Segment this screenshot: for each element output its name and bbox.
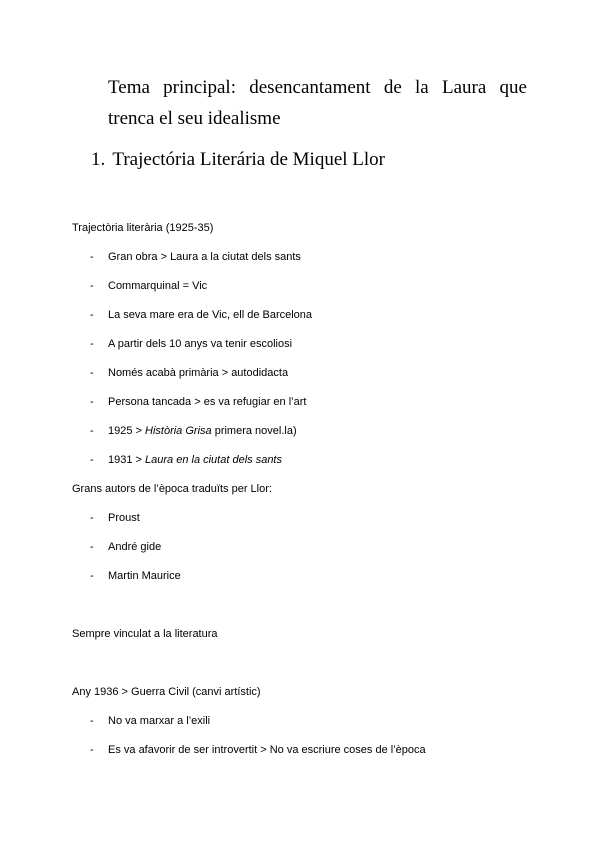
list-item <box>90 395 306 409</box>
authors-title: Grans autors de l’època traduïts per Llor: <box>72 483 272 495</box>
list-item <box>90 540 161 554</box>
bullet-dash: - <box>90 367 94 379</box>
bullet-dash: - <box>90 425 94 437</box>
list-item-text: Commarquinal = Vic <box>108 280 208 292</box>
bullet-dash: - <box>90 512 94 524</box>
list-item <box>90 424 297 438</box>
list-item-text: La seva mare era de Vic, ell de Barcelona <box>108 309 313 321</box>
list-item-prefix: 1925 > <box>108 425 146 437</box>
trajectory-title: Trajectòria literària (1925-35) <box>72 222 214 234</box>
list-item-text: Persona tancada > es va refugiar en l’art <box>108 396 307 408</box>
book-title: Història Grisa <box>145 425 212 437</box>
list-item <box>90 511 140 525</box>
list-item-text: Es va afavorir de ser introvertit > No va escriure coses de l’època <box>108 744 426 756</box>
bullet-dash: - <box>90 309 94 321</box>
list-item <box>90 714 210 728</box>
list-item <box>90 453 282 467</box>
heading-number: 1. <box>91 149 106 170</box>
bullet-dash: - <box>90 454 94 466</box>
list-item <box>90 250 301 264</box>
heading-title: Trajectória Literária de Miquel Llor <box>112 149 386 170</box>
bullet-dash: - <box>90 715 94 727</box>
list-item <box>90 308 312 322</box>
list-item <box>90 337 292 351</box>
bullet-dash: - <box>90 570 94 582</box>
list-item-text: Martin Maurice <box>108 570 181 582</box>
literature-note: Sempre vinculat a la literatura <box>72 628 218 640</box>
bullet-dash: - <box>90 338 94 350</box>
list-item-text: A partir dels 10 anys va tenir escoliosi <box>108 338 293 350</box>
list-item <box>90 279 207 293</box>
war-title: Any 1936 > Guerra Civil (canvi artístic) <box>72 686 261 698</box>
list-item-text: Gran obra > Laura a la ciutat dels sants <box>108 251 301 263</box>
list-item-text: André gide <box>108 541 162 553</box>
main-theme-text: Tema principal: desencantament de la Laura que trenca el seu idealisme <box>108 77 527 129</box>
list-item-text: No va marxar a l’exili <box>108 715 211 727</box>
bullet-dash: - <box>90 744 94 756</box>
list-item-text: Només acabà primària > autodidacta <box>108 367 289 379</box>
bullet-dash: - <box>90 396 94 408</box>
list-item <box>90 366 288 380</box>
list-item <box>90 569 181 583</box>
list-item-text: Proust <box>108 512 140 524</box>
list-item-prefix: 1931 > <box>108 454 146 466</box>
bullet-dash: - <box>90 541 94 553</box>
list-item-suffix: primera novel.la) <box>211 425 297 437</box>
book-title: Laura en la ciutat dels sants <box>145 454 282 466</box>
bullet-dash: - <box>90 251 94 263</box>
bullet-dash: - <box>90 280 94 292</box>
section-heading <box>91 148 385 172</box>
list-item <box>90 743 426 757</box>
